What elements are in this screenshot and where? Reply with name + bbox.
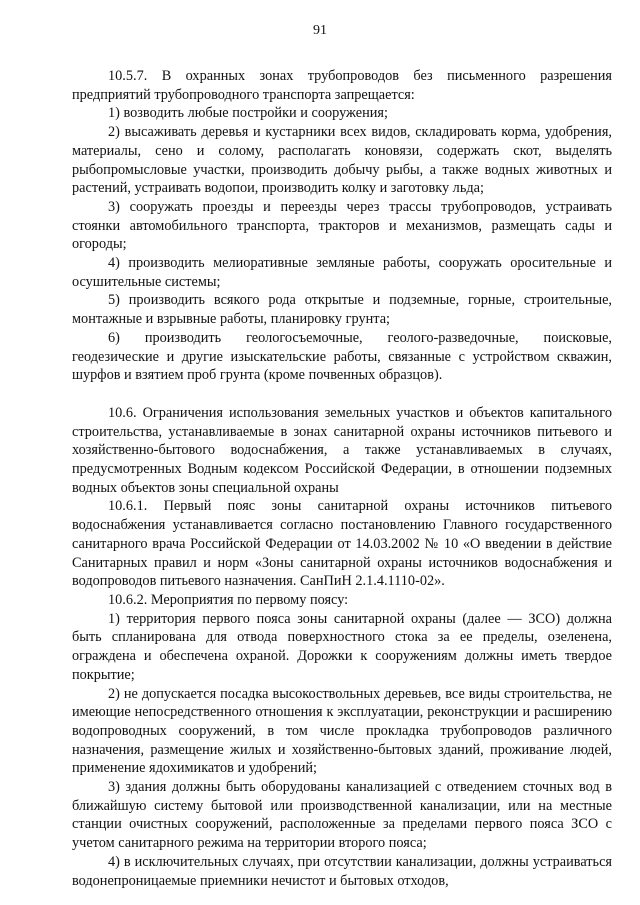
list-item: 2) высаживать деревья и кустарники всех видов, складировать корма, удобрения, материалы, сено и солому, располагать коновязи, содержать скот, выделять рыбопромысловые участки, производить добычу рыбы, а также водных животных и растений, устраивать водопои, производить колку и заготовку льда;: [72, 124, 612, 197]
section-heading: 10.6. Ограничения использования земельных участков и объектов капитального строительства, устанавливаемые в зонах санитарной охраны источников питьевого и хозяйственно-бытового водоснабжения, а также устанавливаемых в случаях, предусмотренных Водным кодексом Российской Федерации, в отношении подземных водных объектов зоны специальной охраны: [72, 404, 612, 496]
list-item: 1) территория первого пояса зоны санитарной охраны (далее — ЗСО) должна быть спланирована для отвода поверхностного стока за ее пределы, озеленена, ограждена и обеспечена охраной. Дорожки к сооружениям должны иметь твердое покрытие;: [72, 610, 612, 683]
list-item: 3) здания должны быть оборудованы канализацией с отведением сточных вод в ближайшую систему бытовой или производственной канализации, или на местные станции очистных сооружений, расположенные за пределами первого пояса ЗСО с учетом санитарного режима на территории второго пояса;: [72, 779, 612, 852]
paragraph: 10.5.7. В охранных зонах трубопроводов без письменного разрешения предприятий трубопроводного транспорта запрещается:: [72, 68, 612, 103]
section-spacer: [72, 385, 612, 404]
list-item: 4) в исключительных случаях, при отсутствии канализации, должны устраиваться водонепроницаемые приемники нечистот и бытовых отходов,: [72, 853, 612, 889]
section-sanitary-protection: [72, 404, 612, 890]
list-item: 5) производить всякого рода открытые и подземные, горные, строительные, монтажные и взрывные работы, планировку грунта;: [72, 292, 612, 328]
paragraph: 10.6.2. Мероприятия по первому поясу:: [108, 591, 349, 608]
list-item: 1) возводить любые постройки и сооружения;: [108, 105, 388, 122]
list-item: 6) производить геологосъемочные, геолого-разведочные, поисковые, геодезические и другие изыскательские работы, связанные с устройством скважин, шурфов и взятием проб грунта (кроме почвенных образцов).: [72, 329, 612, 384]
section-pipeline-protection: [72, 67, 612, 385]
page-number: 91: [313, 23, 327, 38]
paragraph: 10.6.1. Первый пояс зоны санитарной охраны источников питьевого водоснабжения устанавливается согласно постановлению Главного государственного санитарного врача Российской Федерации от 14.03.2002 № 10 «О введении в действие Санитарных правил и норм «Зоны санитарной охраны источников водоснабжения и водопроводов питьевого назначения. СанПиН 2.1.4.1110-02».: [72, 498, 612, 590]
list-item: 2) не допускается посадка высокоствольных деревьев, все виды строительства, не имеющие непосредственного отношения к эксплуатации, реконструкции и расширению водопроводных сооружений, в том числе прокладка трубопроводов различного назначения, размещение жилых и хозяйственно-бытовых зданий, проживание людей, применение ядохимикатов и удобрений;: [72, 685, 612, 777]
list-item: 4) производить мелиоративные земляные работы, сооружать оросительные и осушительные системы;: [72, 255, 612, 290]
document-body: [72, 67, 612, 890]
list-item: 3) сооружать проезды и переезды через трассы трубопроводов, устраивать стоянки автомобильного транспорта, тракторов и механизмов, размещать сады и огороды;: [72, 198, 612, 253]
